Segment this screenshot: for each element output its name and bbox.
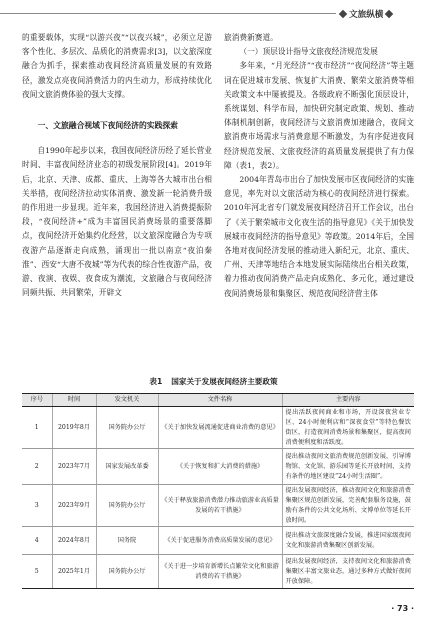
cell-document: 《关于进一步培育新增长点繁荣文化和旅游消费的若干措施》 [158,555,282,589]
table-row [22,485,414,527]
body-paragraph: 旅消费新赛道。 [224,33,278,42]
body-paragraph: 2004年青岛市出台了加快发展市区夜间经济的实施意见，率先对以文旅活动为核心的夜间经济进行探索。2010年河北省专门就发展夜间经济召开工作会议，出台了《关于繁荣城市文化夜生活的指导意见》《关于加快发展城市夜间经济的指导意见》等政策。2014年后，全国各地对夜间经济发展的推动进入新纪元，北京、重庆、广州、天津等地结合本地发展实际陆续出台相关政策，着力推动夜间消费产品走向成熟化、多元化，通过建设夜间消费场景和集聚区、规范夜间经济营主体 [224,175,414,298]
table-row [22,555,414,589]
cell-no: 3 [22,485,52,527]
section-label [340,6,422,21]
table-caption [0,376,427,387]
table-row [22,449,414,485]
cell-date: 2023年9月 [52,485,96,527]
cell-no: 1 [22,407,52,449]
sub-heading: （一）顶层设计指导文旅夜经济规范发展 [239,47,378,57]
cell-no: 2 [22,449,52,485]
cell-content: 提出推动文旅深度融合发展，推进国家级夜间文化和旅游消费集聚区创新发展。 [282,527,414,555]
cell-document: 《关于释放旅游消费潜力推动旅游业高质量发展的若干措施》 [158,485,282,527]
right-column [224,31,414,301]
cell-document: 《关于恢复和扩大消费的措施》 [158,449,282,485]
cell-agency: 国务院办公厅 [96,407,158,449]
cell-agency: 国家发展改革委 [96,449,158,485]
cell-agency: 国务院办公厅 [96,555,158,589]
header-no: 序号 [22,394,52,407]
cell-date: 2019年8月 [52,407,96,449]
header-document: 文件名称 [158,394,282,407]
header-rule [0,13,336,14]
body-paragraph: 的重要载体，实现“以游兴夜”“以夜兴城”，必须立足游客个性化、多层次、品质化的消费需求[3]，以文旅深度融合为抓手，探索推动夜间经济高质量发展的有效路径，激发点亮夜间消费活力的内生动力，形成持续优化夜间文旅消费体验的强大支撑。 [22,33,212,99]
cell-document: 《关于促进服务消费高质量发展的意见》 [158,527,282,555]
table-number: 表1 [149,377,163,386]
cell-content: 提出发展夜间经济，推动夜间文化和旅游消费集聚区规范创新发展，完善配套服务设施，鼓励有条件的公共文化场所、文博单位等延长开放时间。 [282,485,414,527]
cell-document: 《关于加快发展流通促进商业消费的意见》 [158,407,282,449]
section-heading: 一、文旅融合视域下夜间经济的实践探索 [37,121,178,131]
header-date: 时间 [52,394,96,407]
table-row [22,407,414,449]
cell-date: 2025年1月 [52,555,96,589]
cell-no: 4 [22,527,52,555]
table-row [22,527,414,555]
table-title: 国家关于发展夜间经济主要政策 [171,377,278,386]
cell-content: 提出发展夜间经济，支持夜间文化和旅游消费集聚区丰富文旅业态，通过多种方式做好夜间开放保障。 [282,555,414,589]
cell-date: 2023年7月 [52,449,96,485]
cell-agency: 国务院 [96,527,158,555]
cell-date: 2024年8月 [52,527,96,555]
section-label-text: 文旅纵横 [349,9,384,20]
diamond-icon [339,9,347,17]
cell-agency: 国务院办公厅 [96,485,158,527]
diamond-icon [385,9,393,17]
header-agency: 发文机关 [96,394,158,407]
cell-content: 提出推动夜间文旅消费规范创新发展，引导博物馆、文化馆、游乐园等延长开放时间，支持有条件的地区建设“24小时生活圈”。 [282,449,414,485]
left-column [22,31,212,300]
body-paragraph: 自1990年起步以来，我国夜间经济历经了延长营业时间、丰富夜间经济业态的初级发展阶段[4]。2019年后，北京、天津、成都、重庆、上海等各大城市出台相关举措，夜间经济拉动实体消费、激发新一轮消费升级的作用进一步显现。近年来，我国经济进入消费提振阶段，“夜间经济+”成为丰富国民消费场景的重要落脚点，夜间经济开始集约化经营，以文旅深度融合为专项夜游产品逐渐走向成熟，涌现出一批以南京“夜泊秦淮”、西安“大唐不夜城”等为代表的综合性夜游产品，夜游、夜演、夜娱、夜食成为潮流，文旅融合与夜间经济同频共振、共同繁荣，开辟文 [22,146,212,298]
header-content: 主要内容 [282,394,414,407]
cell-content: 提出活跃夜间商业和市场，开设深夜营业专区、24小时便利店和“深夜食堂”等特色餐饮街区，打造夜间消费场景和集聚区，提高夜间消费便利度和活跃度。 [282,407,414,449]
cell-no: 5 [22,555,52,589]
page-number: · 73 · [391,604,414,613]
policy-table [22,393,414,589]
body-paragraph: 多年来，“月光经济”“夜市经济”“夜间经济”等主题词在促进城市发展、恢复扩大消费、繁荣文旅消费等相关政策文本中屡被提及。各级政府不断强化顶层设计，系统谋划、科学布局，加快研究制定政策、规划、推动体制机制创新，夜间经济与文旅消费加速融合，夜间文旅消费市场需求与消费意愿不断激发，为有序促进夜间经济规范发展、文旅夜经济的高质量发展提供了有力保障（表1，表2）。 [224,61,414,170]
table-header-row [22,394,414,407]
